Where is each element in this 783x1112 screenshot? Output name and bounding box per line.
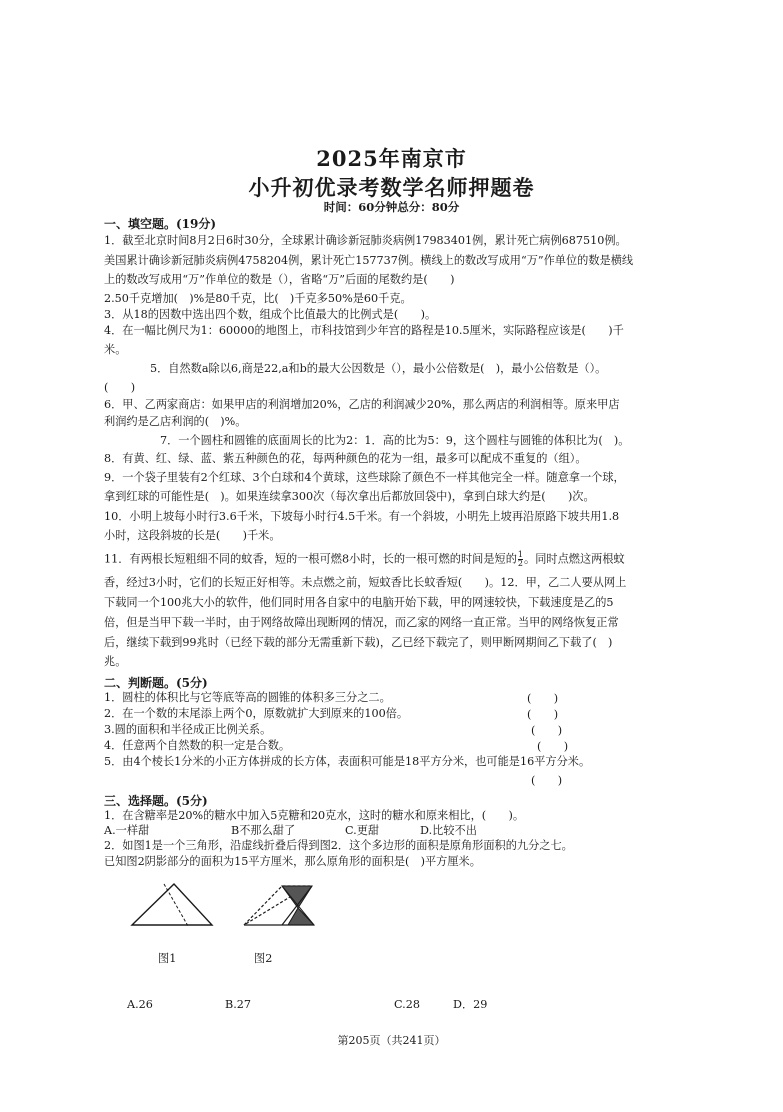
s1-line: 美国累计确诊新冠肺炎病例4758204例，累计死亡157737例。横线上的数改写成用“万”作单位的数是横线 (104, 254, 634, 267)
fraction-one-half (518, 551, 523, 568)
answer-paren: ( ) (531, 724, 563, 737)
s3-q2-line2: 已知图2阴影部分的面积为15平方厘米，那么原角形的面积是( )平方厘米。 (104, 855, 481, 868)
s1-line: 小时，这段斜坡的长是( )千米。 (104, 529, 281, 542)
s1-line: 5．自然数a除以6,商是22,a和b的最大公因数是（），最小公倍数是( )，最小公倍数是（）。 (150, 362, 607, 375)
s2-statement: 1．圆柱的体积比与它等底等高的圆锥的体积多三分之二。 (104, 691, 391, 704)
s1-line: 拿到红球的可能性是( )。如果连续拿300次（每次拿出后都放回袋中)，拿到白球大约是( )次。 (104, 490, 595, 503)
s1-line: 9．一个袋子里装有2个红球、3个白球和4个黄球，这些球除了颜色不一样其他完全一样。随意拿一个球， (104, 471, 625, 484)
fraction-numerator: 1 (517, 550, 524, 559)
s2-statement: 3.圆的面积和半径成正比例关系。 (104, 723, 272, 736)
q11-text-b: 。同时点燃这两根蚊 (524, 552, 625, 566)
fraction-denominator: 2 (517, 559, 524, 568)
s2-statement: 2．在一个数的末尾添上两个0，原数就扩大到原来的100倍。 (104, 707, 409, 720)
choice-c: C.28 (394, 998, 420, 1011)
s1-line: 4．在一幅比例尺为1：60000的地图上，市科技馆到少年宫的路程是10.5厘米，实际路程应该是( )千 (104, 324, 624, 337)
s1-line: 8．有黄、红、绿、蓝、紫五种颜色的花，每两种颜色的花为一组，最多可以配成不重复的（组）。 (104, 452, 587, 465)
choice-d: D．29 (453, 998, 488, 1011)
answer-paren: ( ) (537, 740, 569, 753)
s1-line: ( ) (104, 381, 136, 394)
answer-paren: ( ) (527, 708, 559, 721)
option-d: D.比较不出 (420, 824, 477, 837)
s1-line: 兆。 (104, 655, 127, 668)
s1-line: 6．甲、乙两家商店：如果甲店的利润增加20%，乙店的利润减少20%，那么两店的利润相等。原来甲店 (104, 398, 620, 411)
section2-heading: 二、判断题。(5分) (104, 676, 208, 690)
s1-line: 倍，但是当甲下载一半时，由于网络故障出现断网的情况，而乙家的网络一直正常。当甲的网络恢复正常 (104, 616, 619, 629)
s1-line-q11 (104, 551, 625, 568)
section1-heading: 一、填空题。(19分) (104, 217, 217, 231)
figure-1-label: 图1 (158, 952, 177, 965)
figure-2-label: 图2 (254, 952, 273, 965)
s1-line: 2.50千克增加( )%是80千克，比( )千克多50%是60千克。 (104, 292, 412, 305)
choice-b: B.27 (225, 998, 252, 1011)
s2-statement: 5．由4个棱长1分米的小正方体拼成的长方体，表面积可能是18平方分米，也可能是16平方分米。 (104, 755, 591, 768)
answer-paren: ( ) (527, 692, 559, 705)
option-b: B不那么甜了 (231, 824, 296, 837)
s1-line: 下载同一个100兆大小的软件，他们同时用各自家中的电脑开始下载，甲的网速较快，下载速度是乙的5 (104, 596, 614, 609)
figure-1-triangle (126, 880, 218, 930)
section3-heading: 三、选择题。(5分) (104, 794, 208, 808)
s1-line: 3．从18的因数中选出四个数，组成个比值最大的比例式是( )。 (104, 308, 437, 321)
s1-line: 后，继续下载到99兆时（已经下载的部分无需重新下载)，乙已经下载完了，则甲断网期间乙下载了( ) (104, 636, 613, 649)
s3-q1: 1．在含糖率是20%的糖水中加入5克糖和20克水，这时的糖水和原来相比，( )。 (104, 809, 525, 822)
s1-line: 香，经过3小时，它们的长短正好相等。未点燃之前，短蚊香比长蚊香短( )。12．甲，乙二人要从网上 (104, 576, 627, 589)
option-c: C.更甜 (345, 824, 380, 837)
s1-line: 米。 (104, 343, 127, 356)
option-a: A.一样甜 (104, 824, 150, 837)
page-footer: 第205页（共241页） (337, 1034, 446, 1047)
s1-line: 利润约是乙店利润的( )%。 (104, 415, 247, 428)
s1-line: 10．小明上坡每小时行3.6千米，下坡每小时行4.5千米。有一个斜坡，小明先上坡再沿原路下坡共用1.8 (104, 510, 620, 523)
s3-q2-line1: 2．如图1是一个三角形，沿虚线折叠后得到图2．这个多边形的面积是原角形面积的九分之七。 (104, 839, 573, 852)
choice-a: A.26 (127, 998, 153, 1011)
answer-paren: ( ) (531, 774, 563, 787)
exam-meta: 时间：60分钟总分：80分 (323, 200, 460, 214)
s1-line: 1．截至北京时间8月2日6时30分，全球累计确诊新冠肺炎病例17983401例，累计死亡病例687510例。 (104, 234, 627, 247)
title-line-1: 2025年南京市 (316, 146, 467, 171)
q11-text-a: 11．有两根长短粗细不同的蚊香，短的一根可燃8小时，长的一根可燃的时间是短的 (104, 552, 517, 566)
figure-2-folded-polygon (238, 878, 328, 932)
s1-line: 上的数改写成用“万”作单位的数是（），省略“万”后面的尾数约是( ) (104, 273, 455, 286)
s2-statement: 4．任意两个自然数的积一定是合数。 (104, 739, 291, 752)
s1-line: 7．一个圆柱和圆锥的底面周长的比为2：1．高的比为5：9，这个圆柱与圆锥的体积比为( )。 (160, 434, 630, 447)
title-line-2: 小升初优录考数学名师押题卷 (248, 175, 535, 200)
